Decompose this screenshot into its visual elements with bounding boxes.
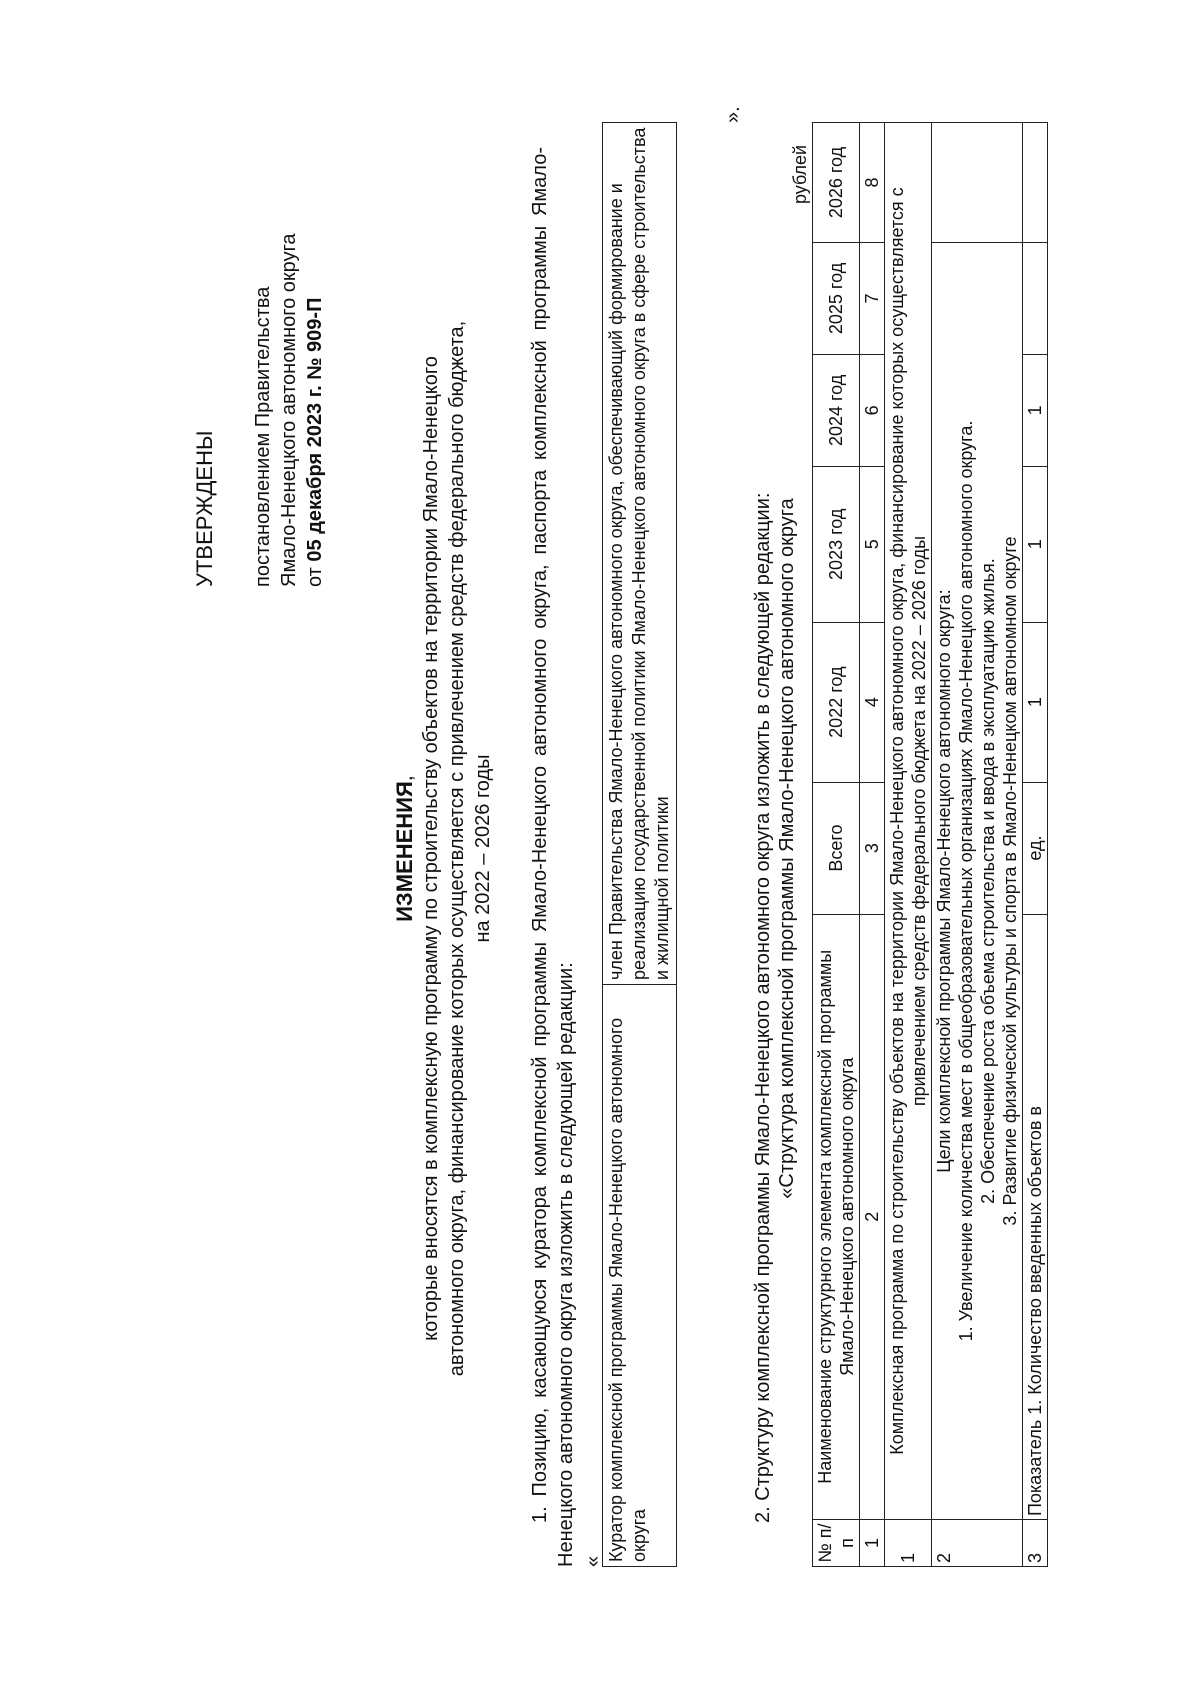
unit-cell: ед. [1023,782,1048,914]
item-1-text: 1. Позицию, касающуюся куратора комплексной программы Ямало-Ненецкого автономного округа, паспорта комплексной программы Ямало-Ненецкого автономного округа изложить в следующей редакции: [529,147,577,1567]
column-number: 8 [860,123,885,243]
header-cell: 2023 год [813,466,860,622]
decree-line-3 [302,233,328,587]
approved-stamp-title: УТВЕРЖДЕНЫ [192,430,217,587]
decree-line-1: постановлением Правительства [252,286,274,587]
heading-line-1: которые вносятся в комплексную программу по строительству объектов на территории Ямало-Ненецкого [420,356,442,1341]
row-number: 3 [1023,1520,1048,1567]
column-number: 2 [860,914,885,1520]
column-number: 4 [860,622,885,782]
decree-reference [250,233,328,587]
column-number: 1 [860,1520,885,1567]
table-header-row [813,123,860,1567]
indicator-name-cell: Показатель 1. Количество введенных объектов в [1023,914,1048,1520]
header-cell: 2026 год [813,123,860,243]
header-cell: 2024 год [813,354,860,466]
header-cell: № п/п [813,1520,860,1567]
column-number: 3 [860,782,885,914]
row-number: 2 [932,1520,1023,1567]
row-number: 1 [885,1520,932,1567]
program-name-cell: Комплексная программа по строительству объектов на территории Ямало-Ненецкого автономного округа, финансирование которых осуществляется с привлечением средств федерального бюджета на 2022 – 2026 годы [885,123,932,1520]
heading-line-3: на 2022 – 2026 годы [472,754,494,943]
item-1-quote-open: « [582,1555,604,1567]
goal-2: 2. Обеспечение роста объема строительства и ввода в эксплуатацию жилья. [978,558,998,1204]
curator-row [603,123,677,1567]
header-cell: Наименование структурного элемента комплексной программы Ямало-Ненецкого автономного округа [813,914,860,1520]
goal-1: 1. Увеличение количества мест в общеобразовательных организациях Ямало-Ненецкого автономного округа. [956,420,976,1342]
heading-line-2: автономного округа, финансирование которых осуществляется с привлечением средств федерального бюджета, [446,320,468,1377]
structure-subtitle: «Структура комплексной программы Ямало-Ненецкого автономного округа [776,498,798,1199]
value-cell: 1 [1023,622,1048,782]
unit-label: рублей [790,144,810,204]
goal-3: 3. Развитие физической культуры и спорта в Ямало-Ненецком автономном округе [1000,536,1020,1226]
column-number: 5 [860,466,885,622]
curator-table [602,122,677,1567]
document-heading [392,0,418,1697]
header-cell: 2025 год [813,242,860,354]
value-cell [1023,242,1048,354]
curator-label-cell: Куратор комплексной программы Ямало-Ненецкого автономного округа [603,985,677,1567]
goals-title: Цели комплексной программы Ямало-Ненецкого автономного округа: [934,589,954,1173]
heading-title: ИЗМЕНЕНИЯ [392,781,417,922]
value-cell: 1 [1023,466,1048,622]
decree-date-number: 05 декабря 2023 г. № 909-П [304,297,326,562]
value-cell: 1 [1023,354,1048,466]
column-number: 7 [860,242,885,354]
goals-cell [932,242,1023,1519]
item-2-text: 2. Структуру комплексной программы Ямало-Ненецкого автономного округа изложить в следующей редакции: [752,492,774,1523]
heading-subtitle [418,0,496,1697]
curator-value-cell: член Правительства Ямало-Ненецкого автономного округа, обеспечивающий формирование и реализацию государственной политики Ямало-Ненецкого автономного округа в сфере строительства и жилищной политики [603,123,677,985]
decree-date-prefix: от [304,567,326,587]
decree-line-2: Ямало-Ненецкого автономного округа [278,233,300,587]
column-number: 6 [860,354,885,466]
empty-cell [932,123,1023,243]
header-cell: Всего [813,782,860,914]
value-cell [1023,123,1048,243]
column-number-row [860,123,885,1567]
heading-comma: , [392,775,417,782]
item-1-quote-close: ». [722,106,744,123]
table-row [1023,123,1048,1567]
table-row [932,123,1023,1567]
header-cell: 2022 год [813,622,860,782]
table-row [885,123,932,1567]
structure-table [812,122,1048,1567]
